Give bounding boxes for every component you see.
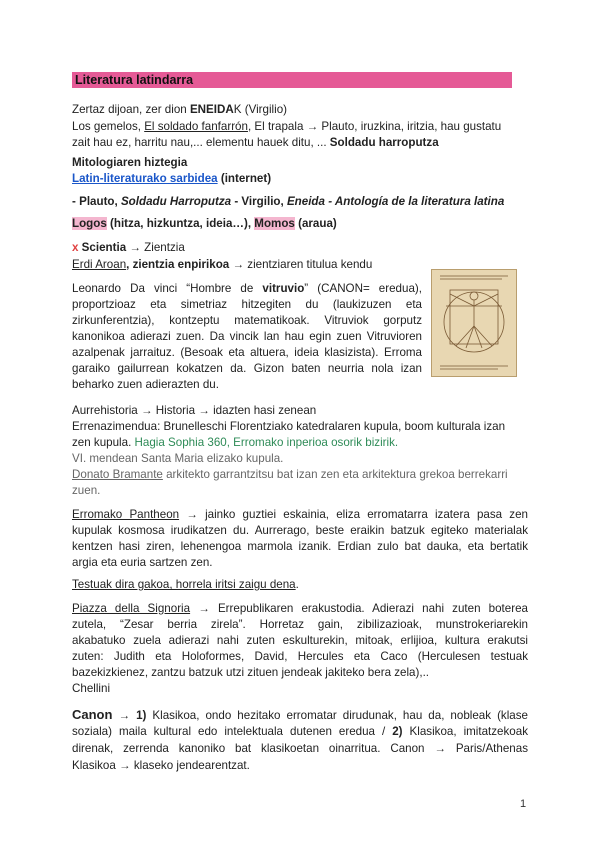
piazza-line: Chellini	[72, 682, 111, 695]
text: Zertaz dijoan, zer dion	[72, 103, 190, 116]
leonardo-line: azalpenak jarraituz. (Besoak eta altuera, ideia klasizista). Erroma	[72, 346, 422, 359]
text: - Virgilio,	[231, 195, 287, 208]
piazza-line	[72, 601, 528, 616]
text: Klasikoa, imitatzekoak	[402, 725, 528, 738]
line-bramante	[72, 467, 508, 482]
text-bold: ENEIDA	[189, 103, 234, 116]
line-kupula	[72, 435, 398, 450]
text: → zientziaren titulua kendu	[229, 258, 373, 271]
line-bramante-end: zuen.	[72, 484, 101, 497]
pantheon-line	[72, 507, 528, 522]
leonardo-line: Leonardo Da vinci “Hombre de vitruvio” (CANON= eredua),	[72, 282, 422, 295]
text: .	[295, 578, 299, 591]
momos-highlight: Momos	[254, 217, 295, 230]
text-bold: (internet)	[217, 172, 272, 185]
text: Klasikoa, ondo hezitako erromatar dirudunak, hau da, nobleak (klase	[146, 709, 528, 722]
text-bold: , zientzia enpirikoa	[126, 258, 230, 271]
text-bold-italic: Eneida	[286, 195, 325, 208]
pantheon-line: kentzen hasi ziren, lehenengoa marmola izanik. Erdian zulo bat dauka, eta bertatik	[72, 540, 528, 553]
line-logos	[72, 216, 337, 231]
text-bold-italic: - Antología de la literatura latina	[324, 195, 505, 208]
text: → jainko guztiei eskainia, eliza erromatarra izatera pasa zen	[179, 508, 528, 521]
line-errenazimendua: Errenazimendua: Brunelleschi Florentziako katedralaren kupula, boom kulturala izan	[72, 420, 506, 433]
latin-literatura-link[interactable]: Latin-literaturako sarbidea	[72, 172, 218, 185]
canon-line	[72, 724, 528, 739]
pantheon-line: kupulak kosmosa irudikatzen du. Aurrerago, beste eraikin batzuk egiteko materialak	[72, 524, 528, 537]
line-plauto	[72, 119, 501, 134]
logos-highlight: Logos	[72, 217, 107, 230]
pantheon-line: argia eta euria sartzen zen.	[72, 556, 213, 569]
page-number: 1	[520, 798, 527, 810]
text-bold: Scientia	[78, 241, 127, 254]
canon-line: Klasikoa → klaseko jendearentzat.	[72, 759, 250, 772]
line-harroputza	[72, 135, 439, 150]
canon-line	[72, 707, 528, 723]
leonardo-line: garaiko gailurrean kokatzen da. Gizon baten neurria nola izan	[72, 362, 422, 375]
line-authors	[72, 194, 504, 209]
piazza-line: zutela, “Zesar berria zirela”. Horretaz gain, zibilizazioak, munstrokeriarekin	[72, 618, 528, 631]
vitruvian-man-image	[431, 269, 517, 377]
line-aurrehistoria: Aurrehistoria → Historia → idazten hasi zenean	[72, 404, 317, 417]
text: soziala) maila kultural edo intelektuala dutenen eredua /	[72, 725, 393, 738]
canon-line: direnak, zerrenda kanoniko bat klasikoetan oinarritua. Canon → Paris/Athenas	[72, 742, 528, 755]
line-eneida	[72, 102, 287, 117]
text-bold: Soldadu harroputza	[329, 136, 439, 149]
line-erdi-aroan	[72, 257, 372, 272]
leonardo-line: zirkunferentzia), kontzeptu matematikoak. Vitruviok gorputz	[72, 314, 422, 327]
text: , El trapala → Plauto, iruzkina, iritzia, hau gustatu	[247, 120, 502, 133]
text: zen kupula.	[72, 436, 135, 449]
text: K (Virgilio)	[233, 103, 288, 116]
text-underlined: Donato Bramante	[72, 468, 163, 481]
text: (araua)	[294, 217, 337, 230]
leonardo-line: proportzioaz eta simetriaz hitzegiten du (laukizuzen eta	[72, 298, 422, 311]
text-underlined: Erromako Pantheon	[72, 508, 180, 521]
text-bold: 1)	[136, 709, 147, 722]
piazza-line: bazekizkienez, zantzu batzuk utzi zituen jendeak jakiteko bera zela),..	[72, 666, 430, 679]
text-green: Hagia Sophia 360, Erromako inperioa osorik bizirik.	[134, 436, 399, 449]
text-underlined: Piazza della Signoria	[72, 602, 191, 615]
leonardo-line: beharko zuen adierazten du.	[72, 378, 219, 391]
text: → Errepublikaren erakustodia. Adierazi nahi zuten boterea	[190, 602, 528, 615]
line-scientia	[72, 240, 185, 255]
piazza-line: akabatuko zuela adierazi nahi zuten eskulturekin, mitoak, erlijioa, kultura erakutsi	[72, 634, 528, 647]
text-underlined: Erdi Aroan	[72, 258, 127, 271]
page-title: Literatura latindarra	[75, 73, 194, 87]
piazza-line: zuten: Judith eta Holoformes, David, Hercules eta Caco (Herculesen testuak	[72, 650, 528, 663]
text: - Plauto,	[72, 195, 121, 208]
text: →	[112, 709, 137, 722]
text-bold: Canon	[72, 707, 113, 722]
leonardo-line: kanonikoa adierazi zuen. Da vincik lan hau egin zuen Vitruvioren	[72, 330, 422, 343]
text-bold: 2)	[392, 725, 403, 738]
line-santa-maria: VI. mendean Santa Maria elizako kupula.	[72, 452, 284, 465]
x-mark-icon: x	[72, 241, 79, 254]
text-bold-italic: Soldadu Harroputza	[120, 195, 232, 208]
text: → Zientzia	[126, 241, 185, 254]
text: Los gemelos,	[72, 120, 145, 133]
text: zait hau ez, harritu nau,... elementu hauek ditu, ...	[72, 136, 330, 149]
text-underlined: Testuak dira gakoa, horrela iritsi zaigu dena	[72, 578, 296, 591]
line-testuak	[72, 577, 299, 592]
text: (hitza, hizkuntza, ideia…),	[106, 217, 255, 230]
text: arkitekto garrantzitsu bat izan zen eta arkitektura grekoa berrekarri	[162, 468, 508, 481]
heading-mitologia: Mitologiaren hiztegia	[72, 156, 188, 169]
line-sarbidea	[72, 171, 271, 186]
text-underlined: El soldado fanfarrón	[144, 120, 248, 133]
